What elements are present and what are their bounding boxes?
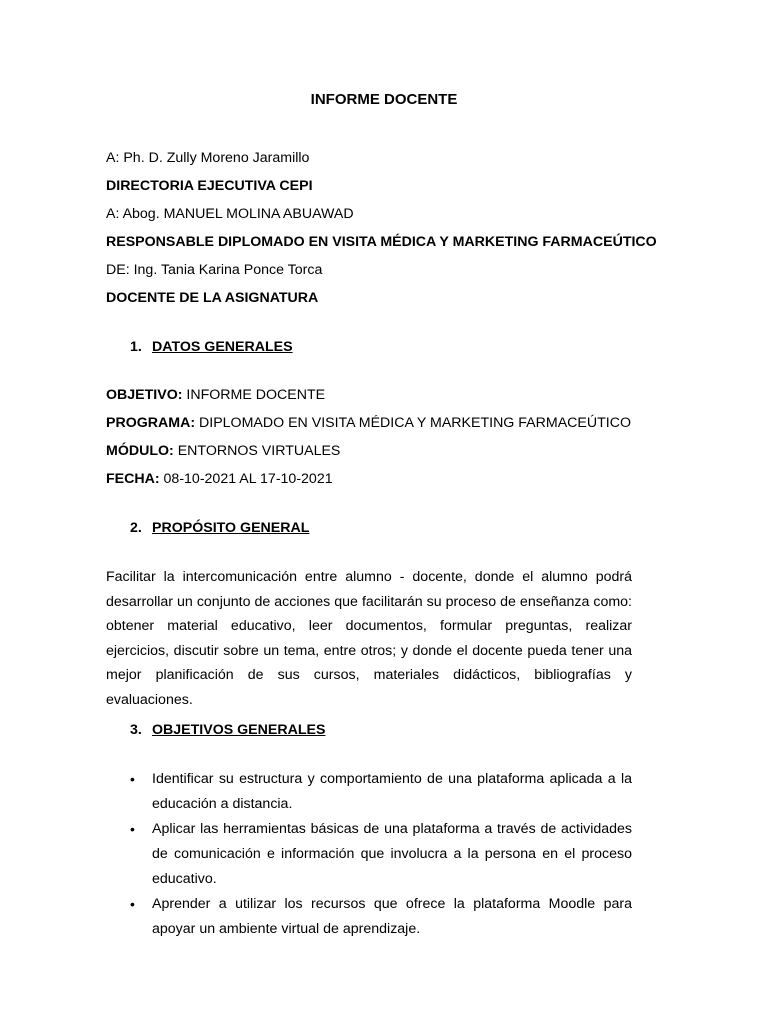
recipient-2: A: Abog. MANUEL MOLINA ABUAWAD — [106, 206, 354, 222]
field-fecha — [106, 469, 333, 489]
bullet-icon: • — [130, 896, 135, 912]
field-label: PROGRAMA: — [106, 415, 196, 431]
field-label: OBJETIVO: — [106, 387, 183, 403]
section-heading-datos-generales — [130, 337, 293, 357]
list-item — [106, 767, 632, 817]
field-objetivo — [106, 385, 325, 405]
recipient-1-role: DIRECTORIA EJECUTIVA CEPI — [106, 178, 313, 194]
field-programa — [106, 413, 631, 433]
list-item-text: Aprender a utilizar los recursos que ofrece la plataforma Moodle para apoyar un ambiente virtual de aprendizaje. — [152, 896, 632, 937]
objectives-list — [106, 767, 632, 942]
sender-role: DOCENTE DE LA ASIGNATURA — [106, 290, 319, 306]
section-heading-proposito-general — [130, 518, 309, 538]
section-number: 2. — [130, 520, 142, 536]
list-item — [106, 817, 632, 892]
sender: DE: Ing. Tania Karina Ponce Torca — [106, 262, 323, 278]
field-value: ENTORNOS VIRTUALES — [173, 443, 341, 459]
bullet-icon: • — [130, 821, 135, 837]
field-value: DIPLOMADO EN VISITA MÉDICA Y MARKETING FARMACEÚTICO — [195, 415, 632, 431]
field-value: INFORME DOCENTE — [182, 387, 326, 403]
recipient-1: A: Ph. D. Zully Moreno Jaramillo — [106, 150, 310, 166]
section-title: PROPÓSITO GENERAL — [152, 520, 310, 536]
document-title: INFORME DOCENTE — [310, 91, 458, 108]
field-label: FECHA: — [106, 471, 160, 487]
section-title: DATOS GENERALES — [152, 339, 293, 355]
list-item — [106, 892, 632, 942]
list-item-text: Aplicar las herramientas básicas de una plataforma a través de actividades de comunicación e información que involucra a la persona en el proceso educativo. — [152, 821, 632, 887]
section-number: 3. — [130, 722, 142, 738]
section-number: 1. — [130, 339, 142, 355]
recipient-2-role: RESPONSABLE DIPLOMADO EN VISITA MÉDICA Y MARKETING FARMACEÚTICO — [106, 234, 657, 250]
bullet-icon: • — [130, 771, 135, 787]
section-heading-objetivos-generales — [130, 720, 325, 740]
proposito-paragraph: Facilitar la intercomunicación entre alumno - docente, donde el alumno podrá desarrollar un conjunto de acciones que facilitarán su proceso de enseñanza como: obtener material educativo, leer documentos, formular preguntas, realizar ejercicios, discutir sobre un tema, entre otros; y donde el docente pueda tener una mejor planificación de sus cursos, materiales didácticos, bibliografías y evaluaciones. — [106, 569, 632, 708]
list-item-text: Identificar su estructura y comportamiento de una plataforma aplicada a la educación a distancia. — [152, 771, 632, 812]
field-modulo — [106, 441, 340, 461]
field-value: 08-10-2021 AL 17-10-2021 — [159, 471, 333, 487]
section-title: OBJETIVOS GENERALES — [152, 722, 326, 738]
field-label: MÓDULO: — [106, 443, 174, 459]
